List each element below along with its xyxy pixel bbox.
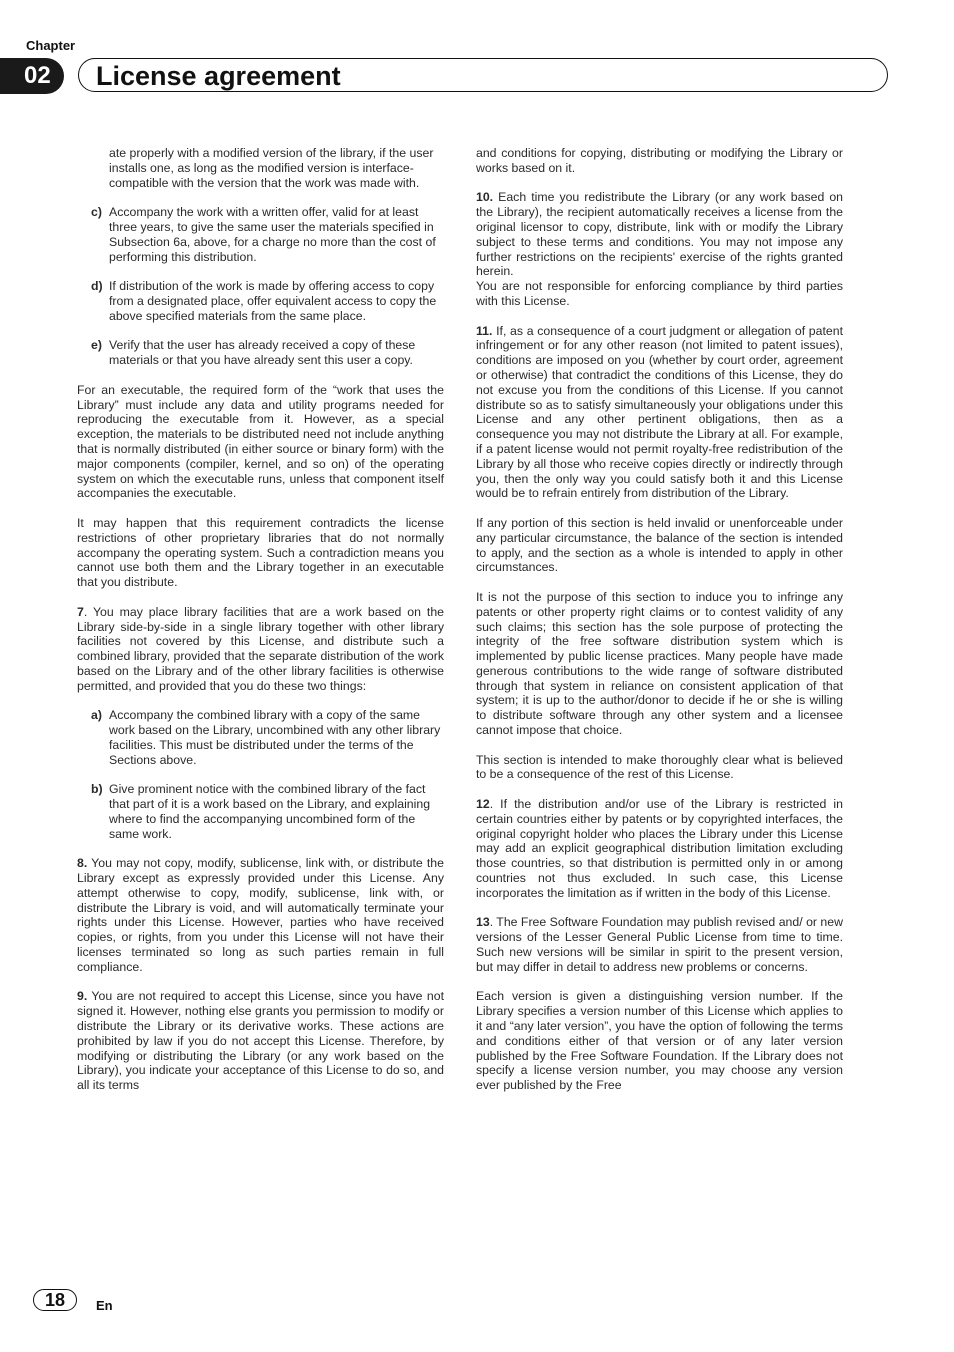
paragraph-clear: This section is intended to make thoroughly clear what is believed to be a consequence of the rest of this License. (476, 752, 843, 782)
list-item-b (77, 782, 444, 841)
list-item-text: Give prominent notice with the combined library of the fact that part of it is a work based on the Library, and explaining where to find the accompanying uncombined form of the same work. (109, 782, 431, 841)
section-10-responsibility: You are not responsible for enforcing compliance by third parties with this License. (476, 279, 843, 308)
section-text: If, as a consequence of a court judgment or allegation of patent infringement or for any other reason (not limited to patent issues), conditions are imposed on you (whether by court order, agreement or otherwise) that contradict the conditions of this License, they do not excuse you from the conditions of this License. If you cannot distribute so as to satisfy simultaneously your obligations under this License and any other pertinent obligations, then as a consequence you may not distribute the Library at all. For example, if a patent license would not permit royalty-free redistribution of the Library by all those who receive copies directly or indirectly through you, then the only way you could satisfy both it and this License would be to refrain entirely from distribution of the Library. (476, 323, 843, 501)
section-number: 7 (77, 604, 84, 619)
section-12 (476, 797, 843, 901)
page-title: License agreement (96, 61, 341, 91)
paragraph-version: Each version is given a distinguishing version number. If the Library specifies a version number of this License which applies to it and “any later version”, you have the option of following the terms and conditions either of that version or of any later version published by the Free Software Foundation. If the Library does not specify a license version number, you may choose any version ever published by the Free (476, 989, 843, 1093)
list-item-d (77, 279, 444, 323)
continuation-paragraph: and conditions for copying, distributing or modifying the Library or works based on it. (476, 146, 843, 175)
list-item-e (77, 338, 444, 368)
section-text: . The Free Software Foundation may publish revised and/ or new versions of the Lesser General Public License from time to time. Such new versions will be similar in spirit to the present version, but may differ in detail to address new problems or concerns. (476, 915, 843, 974)
list-marker: d) (91, 279, 103, 294)
section-11 (476, 324, 843, 502)
section-text: Each time you redistribute the Library (or any work based on the Library), the recipient automatically receives a license from the original licensor to copy, distribute, link with or modify the Library subject to these terms and conditions. You may not impose any further restrictions on the recipients' exercise of the rights granted herein. (476, 190, 843, 279)
section-text: . If the distribution and/or use of the Library is restricted in certain countries either by patents or by copyrighted interfaces, the original copyright holder who places the Library under this License may add an explicit geographical distribution limitation excluding those countries, so that distribution is permitted only in or among countries not thus excluded. In such case, this License incorporates the limitation as if written in the body of this License. (476, 797, 843, 900)
list-marker: c) (91, 205, 102, 220)
list-marker: a) (91, 708, 102, 723)
paragraph-contradiction: It may happen that this requirement contradicts the license restrictions of other proprietary libraries that do not normally accompany the operating system. Such a contradiction means you cannot use both them and the Library together in an executable that you distribute. (77, 515, 444, 590)
section-9 (77, 989, 444, 1093)
list-item-a (77, 708, 444, 767)
section-13 (476, 915, 843, 974)
paragraph-executable: For an executable, the required form of the “work that uses the Library” must include any data and utility programs needed for reproducing the executable from it. However, as a special exception, the materials to be distributed need not include anything that is normally distributed (in either source or binary form) with the major components (compiler, kernel, and so on) of the operating system on which the executable runs, unless that component itself accompanies the executable. (77, 382, 444, 501)
list-marker: e) (91, 338, 102, 353)
list-item-c (77, 205, 444, 264)
section-text: You are not required to accept this License, since you have not signed it. However, nothing else grants you permission to modify or distribute the Library or its derivative works. These actions are prohibited by law if you do not accept this License. Therefore, by modifying or distributing the Library (or any work based on the Library), you indicate your acceptance of this License to do so, and all its terms (77, 989, 444, 1093)
section-number: 9. (77, 989, 88, 1004)
chapter-number: 02 (0, 58, 64, 94)
paragraph-purpose: It is not the purpose of this section to induce you to infringe any patents or other property right claims or to contest validity of any such claims; this section has the sole purpose of protecting the integrity of the free software distribution system which is implemented by public license practices. Many people have made generous contributions to the wide range of software distributed through that system in reliance on consistent application of that system; it is up to the author/donor to decide if he or she is willing to distribute software through any other system and a licensee cannot impose that choice. (476, 589, 843, 738)
chapter-label: Chapter (26, 38, 76, 53)
list-item-text: Verify that the user has already received a copy of these materials or that you have already sent this user a copy. (109, 338, 416, 368)
list-marker: b) (91, 782, 103, 797)
section-number: 11. (476, 323, 493, 338)
page-number: 18 (33, 1289, 77, 1311)
language-label: En (96, 1298, 113, 1313)
right-column (476, 146, 843, 1093)
section-number: 12 (476, 797, 490, 812)
section-10 (476, 190, 843, 279)
section-8 (77, 856, 444, 974)
list-item-text: If distribution of the work is made by offering access to copy from a designated place, offer equivalent access to copy the above specified materials from the same place. (109, 279, 437, 323)
section-7 (77, 605, 444, 694)
list-item-text: Accompany the work with a written offer, valid for at least three years, to give the same user the materials specified in Subsection 6a, above, for a charge no more than the cost of performing this distribution. (109, 205, 436, 264)
section-text: You may not copy, modify, sublicense, link with, or distribute the Library except as expressly provided under this License. Any attempt otherwise to copy, modify, sublicense, link with, or distribute the Library is void, and will automatically terminate your rights under this License. However, parties who have received copies, or rights, from you under this License will not have their licenses terminated so long as such parties remain in full compliance. (77, 856, 444, 974)
list-item-text: Accompany the combined library with a copy of the same work based on the Library, uncombined with any other library facilities. This must be distributed under the terms of the Sections above. (109, 708, 441, 767)
left-column (77, 146, 444, 1093)
section-number: 8. (77, 856, 88, 871)
paragraph-invalid: If any portion of this section is held invalid or unenforceable under any particular circumstance, the balance of the section is intended to apply, and the section as a whole is intended to apply in other circumstances. (476, 515, 843, 575)
section-text: . You may place library facilities that are a work based on the Library side-by-side in a single library together with other library facilities not covered by this License, and distribute such a combined library, provided that the separate distribution of the work based on the Library and of the other library facilities is otherwise permitted, and provided that you do these two things: (77, 604, 444, 693)
continuation-paragraph: ate properly with a modified version of the library, if the user installs one, as long as the modified version is interface-compatible with the version that the work was made with. (109, 146, 434, 190)
section-number: 13 (476, 915, 490, 930)
section-number: 10. (476, 190, 494, 205)
